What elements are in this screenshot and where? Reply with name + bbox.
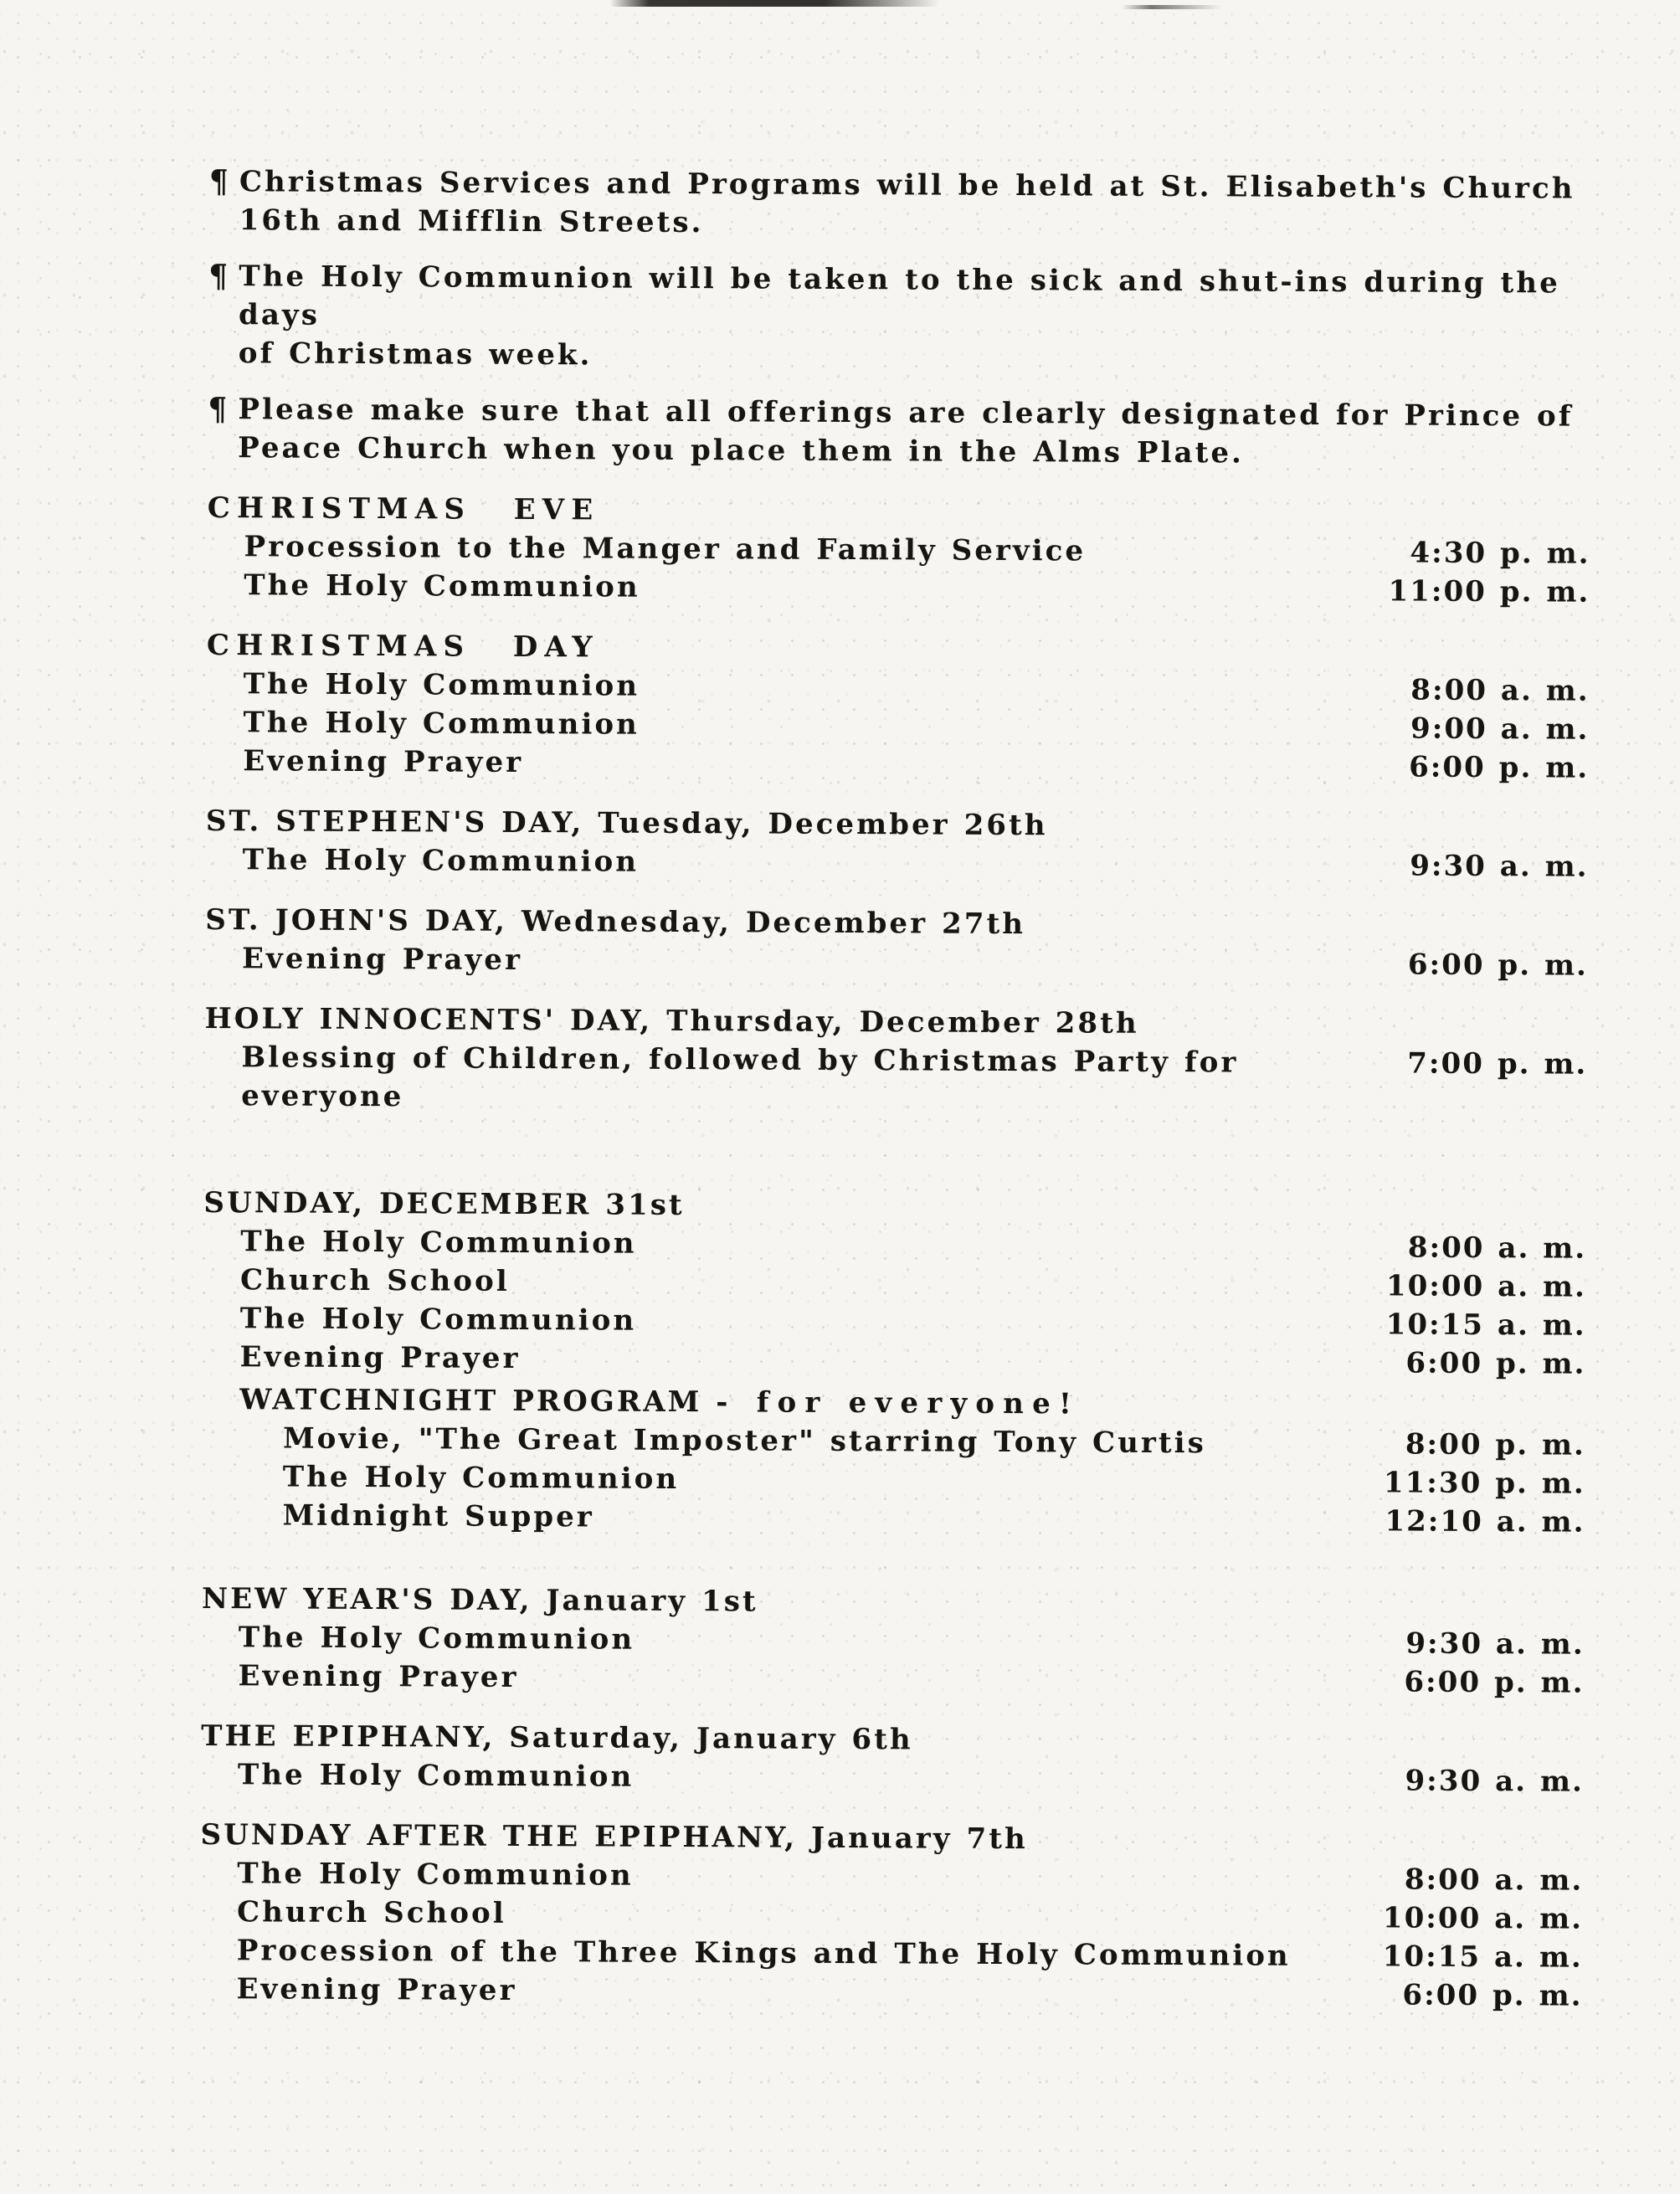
service-name: Procession of the Three Kings and The Holy Communion	[236, 1934, 1291, 1973]
section-title: THE EPIPHANY, Saturday, January 6th	[201, 1719, 913, 1757]
service-time: 10:15 a. m.	[1382, 1940, 1583, 1975]
service-time: 9:30 a. m.	[1410, 849, 1589, 884]
section-title: HOLY INNOCENTS' DAY, Thursday, December 28th	[204, 1001, 1139, 1040]
service-row	[206, 742, 1589, 788]
service-time: 4:30 p. m.	[1410, 536, 1590, 571]
service-name: The Holy Communion	[239, 1302, 637, 1338]
notice-line: 16th and Mifflin Streets.	[239, 203, 704, 240]
service-time: 6:00 p. m.	[1407, 948, 1589, 983]
notice-line: of Christmas week.	[238, 337, 593, 373]
service-name: The Holy Communion	[238, 1621, 635, 1657]
service-time: 8:00 a. m.	[1407, 1231, 1587, 1266]
service-row	[199, 1970, 1582, 2016]
pilcrow-icon: ¶	[208, 257, 231, 295]
notice-line: Christmas Services and Programs will be held at St. Elisabeth's Church	[239, 165, 1575, 206]
pilcrow-icon: ¶	[208, 390, 230, 429]
notice-paragraph	[209, 162, 1592, 247]
service-time: 7:00 p. m.	[1407, 1046, 1588, 1082]
section-holy-innocents-day	[204, 999, 1588, 1123]
service-row	[206, 840, 1589, 886]
service-name: Midnight Supper	[282, 1498, 594, 1534]
notice-paragraph	[208, 390, 1590, 475]
service-time: 10:00 a. m.	[1385, 1269, 1587, 1304]
service-time: 11:30 p. m.	[1383, 1466, 1585, 1501]
notice-paragraph	[208, 257, 1592, 380]
service-row	[201, 1657, 1584, 1703]
section-st-stephens-day	[206, 802, 1589, 886]
section-sunday-after-epiphany	[199, 1816, 1583, 2016]
service-row	[202, 1496, 1585, 1542]
scan-edge-artifact	[609, 0, 940, 7]
notice-line: Peace Church when you place them in the Alms Plate.	[238, 431, 1245, 470]
section-sunday-december-31	[202, 1184, 1586, 1542]
service-name: The Holy Communion	[242, 843, 640, 879]
service-time: 9:00 a. m.	[1410, 712, 1590, 747]
notice-line: The Holy Communion will be taken to the sick and shut-ins during the days	[238, 259, 1560, 332]
service-time: 10:00 a. m.	[1382, 1901, 1584, 1936]
service-row	[205, 939, 1588, 985]
service-name: Procession to the Manger and Family Service	[244, 530, 1087, 568]
service-name: The Holy Communion	[237, 1758, 634, 1794]
document-content	[199, 162, 1592, 2016]
service-row	[207, 566, 1590, 612]
pilcrow-icon: ¶	[208, 162, 231, 201]
service-time: 9:30 a. m.	[1405, 1764, 1584, 1799]
service-time: 9:30 a. m.	[1405, 1626, 1585, 1662]
service-name: Movie, "The Great Imposter" starring Tony Curtis	[282, 1421, 1206, 1461]
service-time: 8:00 a. m.	[1410, 673, 1590, 708]
service-name: Blessing of Children, followed by Christmas Party for everyone	[241, 1040, 1239, 1114]
service-row	[204, 1038, 1587, 1123]
notice-text	[239, 162, 1575, 246]
service-time: 6:00 p. m.	[1405, 1346, 1586, 1381]
section-christmas-day	[206, 626, 1590, 788]
section-title: ST. STEPHEN'S DAY, Tuesday, December 26th	[205, 804, 1048, 843]
section-title: NEW YEAR'S DAY, January 1st	[201, 1581, 758, 1619]
service-time: 6:00 p. m.	[1402, 1978, 1583, 2013]
service-time: 6:00 p. m.	[1409, 750, 1590, 785]
notice-line: Please make sure that all offerings are clearly designated for Prince of	[238, 393, 1574, 434]
service-name: The Holy Communion	[282, 1460, 680, 1496]
service-time: 6:00 p. m.	[1404, 1665, 1585, 1700]
section-christmas-eve	[207, 489, 1590, 612]
service-name: The Holy Communion	[244, 568, 640, 604]
service-time: 11:00 p. m.	[1388, 574, 1590, 609]
scan-edge-artifact-small	[1122, 5, 1222, 9]
service-name: Evening Prayer	[239, 1340, 521, 1375]
notice-text	[239, 257, 1592, 379]
section-new-years-day	[201, 1580, 1585, 1703]
service-name: The Holy Communion	[243, 706, 640, 742]
service-name: Evening Prayer	[236, 1972, 517, 2007]
service-name: Evening Prayer	[238, 1659, 519, 1694]
service-time: 12:10 a. m.	[1385, 1504, 1585, 1539]
service-name: The Holy Communion	[240, 1225, 637, 1261]
notice-text	[238, 390, 1574, 474]
service-name: Evening Prayer	[241, 942, 523, 977]
service-name: The Holy Communion	[237, 1857, 634, 1893]
section-title: CHRISTMAS EVE	[207, 491, 600, 527]
service-time: 8:00 p. m.	[1405, 1427, 1586, 1462]
section-title: SUNDAY AFTER THE EPIPHANY, January 7th	[200, 1817, 1028, 1857]
service-name: Evening Prayer	[243, 744, 524, 779]
subheading-suffix: - for everyone!	[716, 1385, 1081, 1421]
section-title: CHRISTMAS DAY	[206, 628, 599, 665]
service-name: Church School	[236, 1895, 506, 1930]
section-title: SUNDAY, DECEMBER 31st	[203, 1185, 685, 1222]
section-st-johns-day	[205, 901, 1588, 985]
service-name: Church School	[239, 1263, 510, 1298]
section-title: ST. JOHN'S DAY, Wednesday, December 27th	[205, 902, 1026, 942]
section-the-epiphany	[201, 1717, 1584, 1801]
service-time: 8:00 a. m.	[1404, 1863, 1584, 1898]
service-time: 10:15 a. m.	[1385, 1308, 1586, 1343]
service-name: The Holy Communion	[243, 667, 640, 703]
subheading-title: WATCHNIGHT PROGRAM	[239, 1383, 702, 1420]
service-row	[201, 1755, 1584, 1801]
service-row	[203, 1338, 1585, 1384]
